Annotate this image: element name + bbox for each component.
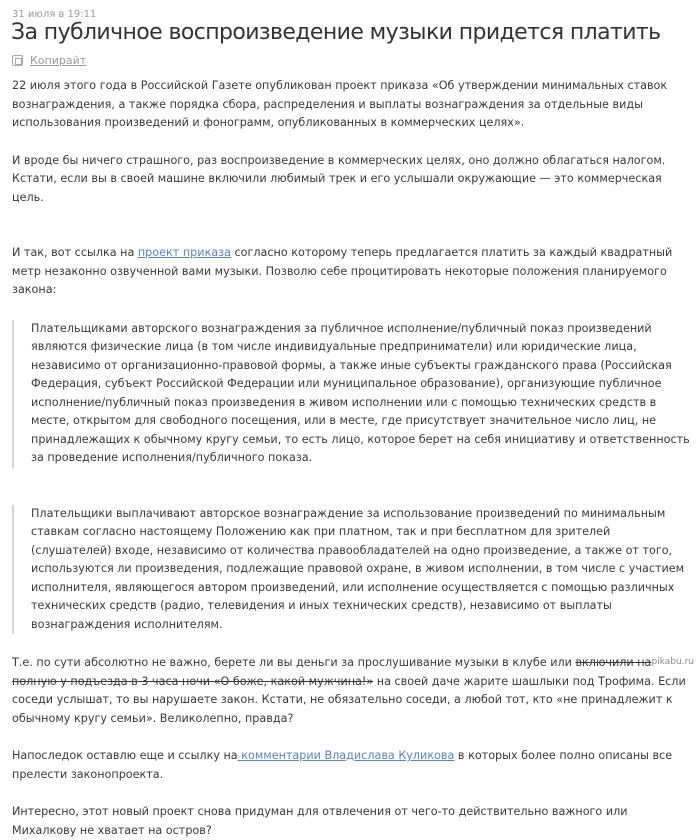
paragraph-text: на своей даче жарите шашлыки под Трофима. Если соседи услышат, то вы нарушаете закон. Кстати, не обязательно соседи, а любой тот, кто «не принадлежит к обычному кругу семьи». Великолепно, правда? [12, 674, 686, 725]
post-title[interactable]: За публичное воспроизведение музыки придется платить [11, 20, 661, 45]
paragraph-meaning [12, 654, 692, 728]
quote-payers: Плательщиками авторского вознаграждения за публичное исполнение/публичный показ произведений являются физические лица (в том числе индивидуальные предприниматели) или юридические лица, независимо от организационно-правовой формы, а также иные субъекты гражданского права (Российская Федерация, субъект Российской Федерации или муниципальное образование), организующие публичное исполнение/публичный показ произведения в живом исполнении или с помощью технических средств в месте, открытом для свободного посещения, или в месте, где присутствует значительное число лиц, не принадлежащих к обычному кругу семьи, то есть лицо, которое берет на себя инициативу и ответственность за проведение исполнения/публичного показа. [12, 320, 692, 468]
paragraph-comments [12, 747, 692, 784]
copyright-link[interactable]: Копирайт [30, 54, 87, 67]
copyright-tag[interactable] [12, 54, 86, 67]
comments-link[interactable]: комментарии Владислава Куликова [237, 749, 455, 762]
post-content [12, 77, 692, 840]
paragraph-text: И так, вот ссылка на [12, 246, 138, 259]
paragraph-intro: 22 июля этого года в Российской Газете опубликован проект приказа «Об утверждении минимальных ставок вознаграждения, а также порядка сбора, распределения и выплаты вознаграждения за отдельные виды использования произведений и фонограмм, опубликованных в коммерческих целях». [12, 79, 668, 129]
paragraph-text: Т.е. по сути абсолютно не важно, берете ли вы деньги за прослушивание музыки в клубе или [12, 656, 576, 669]
copy-icon [12, 55, 23, 66]
paragraph-text: согласно которому теперь предлагается платить за каждый квадратный метр незаконно озвученной вами музыки. Позволю себе процитировать некоторые положения планируемого закона: [12, 246, 673, 296]
paragraph-text: Напоследок оставлю еще и ссылку на [12, 749, 238, 762]
post-date: 31 июля в 19:11 [12, 9, 97, 20]
strikethrough-text: включили на полную у подъезда в 3 часа ночи «О боже, какой мужчина!» [12, 656, 652, 688]
paragraph-closing: Интересно, этот новый проект снова придуман для отвлечения от чего-то действительно важного или Михалкову не хватает на остров? [12, 805, 628, 837]
paragraph-link [12, 244, 692, 300]
site-watermark: pikabu.ru [651, 657, 694, 667]
paragraph-commercial: И вроде бы ничего страшного, раз воспроизведение в коммерческих целях, оно должно облагаться налогом. Кстати, если вы в своей машине включили любимый трек и его услышали окружающие — это коммерческая цель. [12, 153, 666, 204]
paragraph-text: в которых более полно описаны все прелести законопроекта. [12, 749, 673, 781]
quote-payment: Плательщики выплачивают авторское вознаграждение за использование произведений по минимальным ставкам согласно настоящему Положению как при платном, так и при бесплатном для зрителей (слушателей) входе, независимо от количества правообладателей на одно произведение, а также от того, используются ли произведения, подлежащие правовой охране, в живом исполнении, в том числе с участием исполнителя, являющегося автором произведений, или исполнение осуществляется с помощью различных технических средств (радио, телевидения и иных технических средств), независимо от выплаты вознаграждения исполнителям. [12, 505, 692, 635]
project-link[interactable]: проект приказа [137, 246, 231, 259]
